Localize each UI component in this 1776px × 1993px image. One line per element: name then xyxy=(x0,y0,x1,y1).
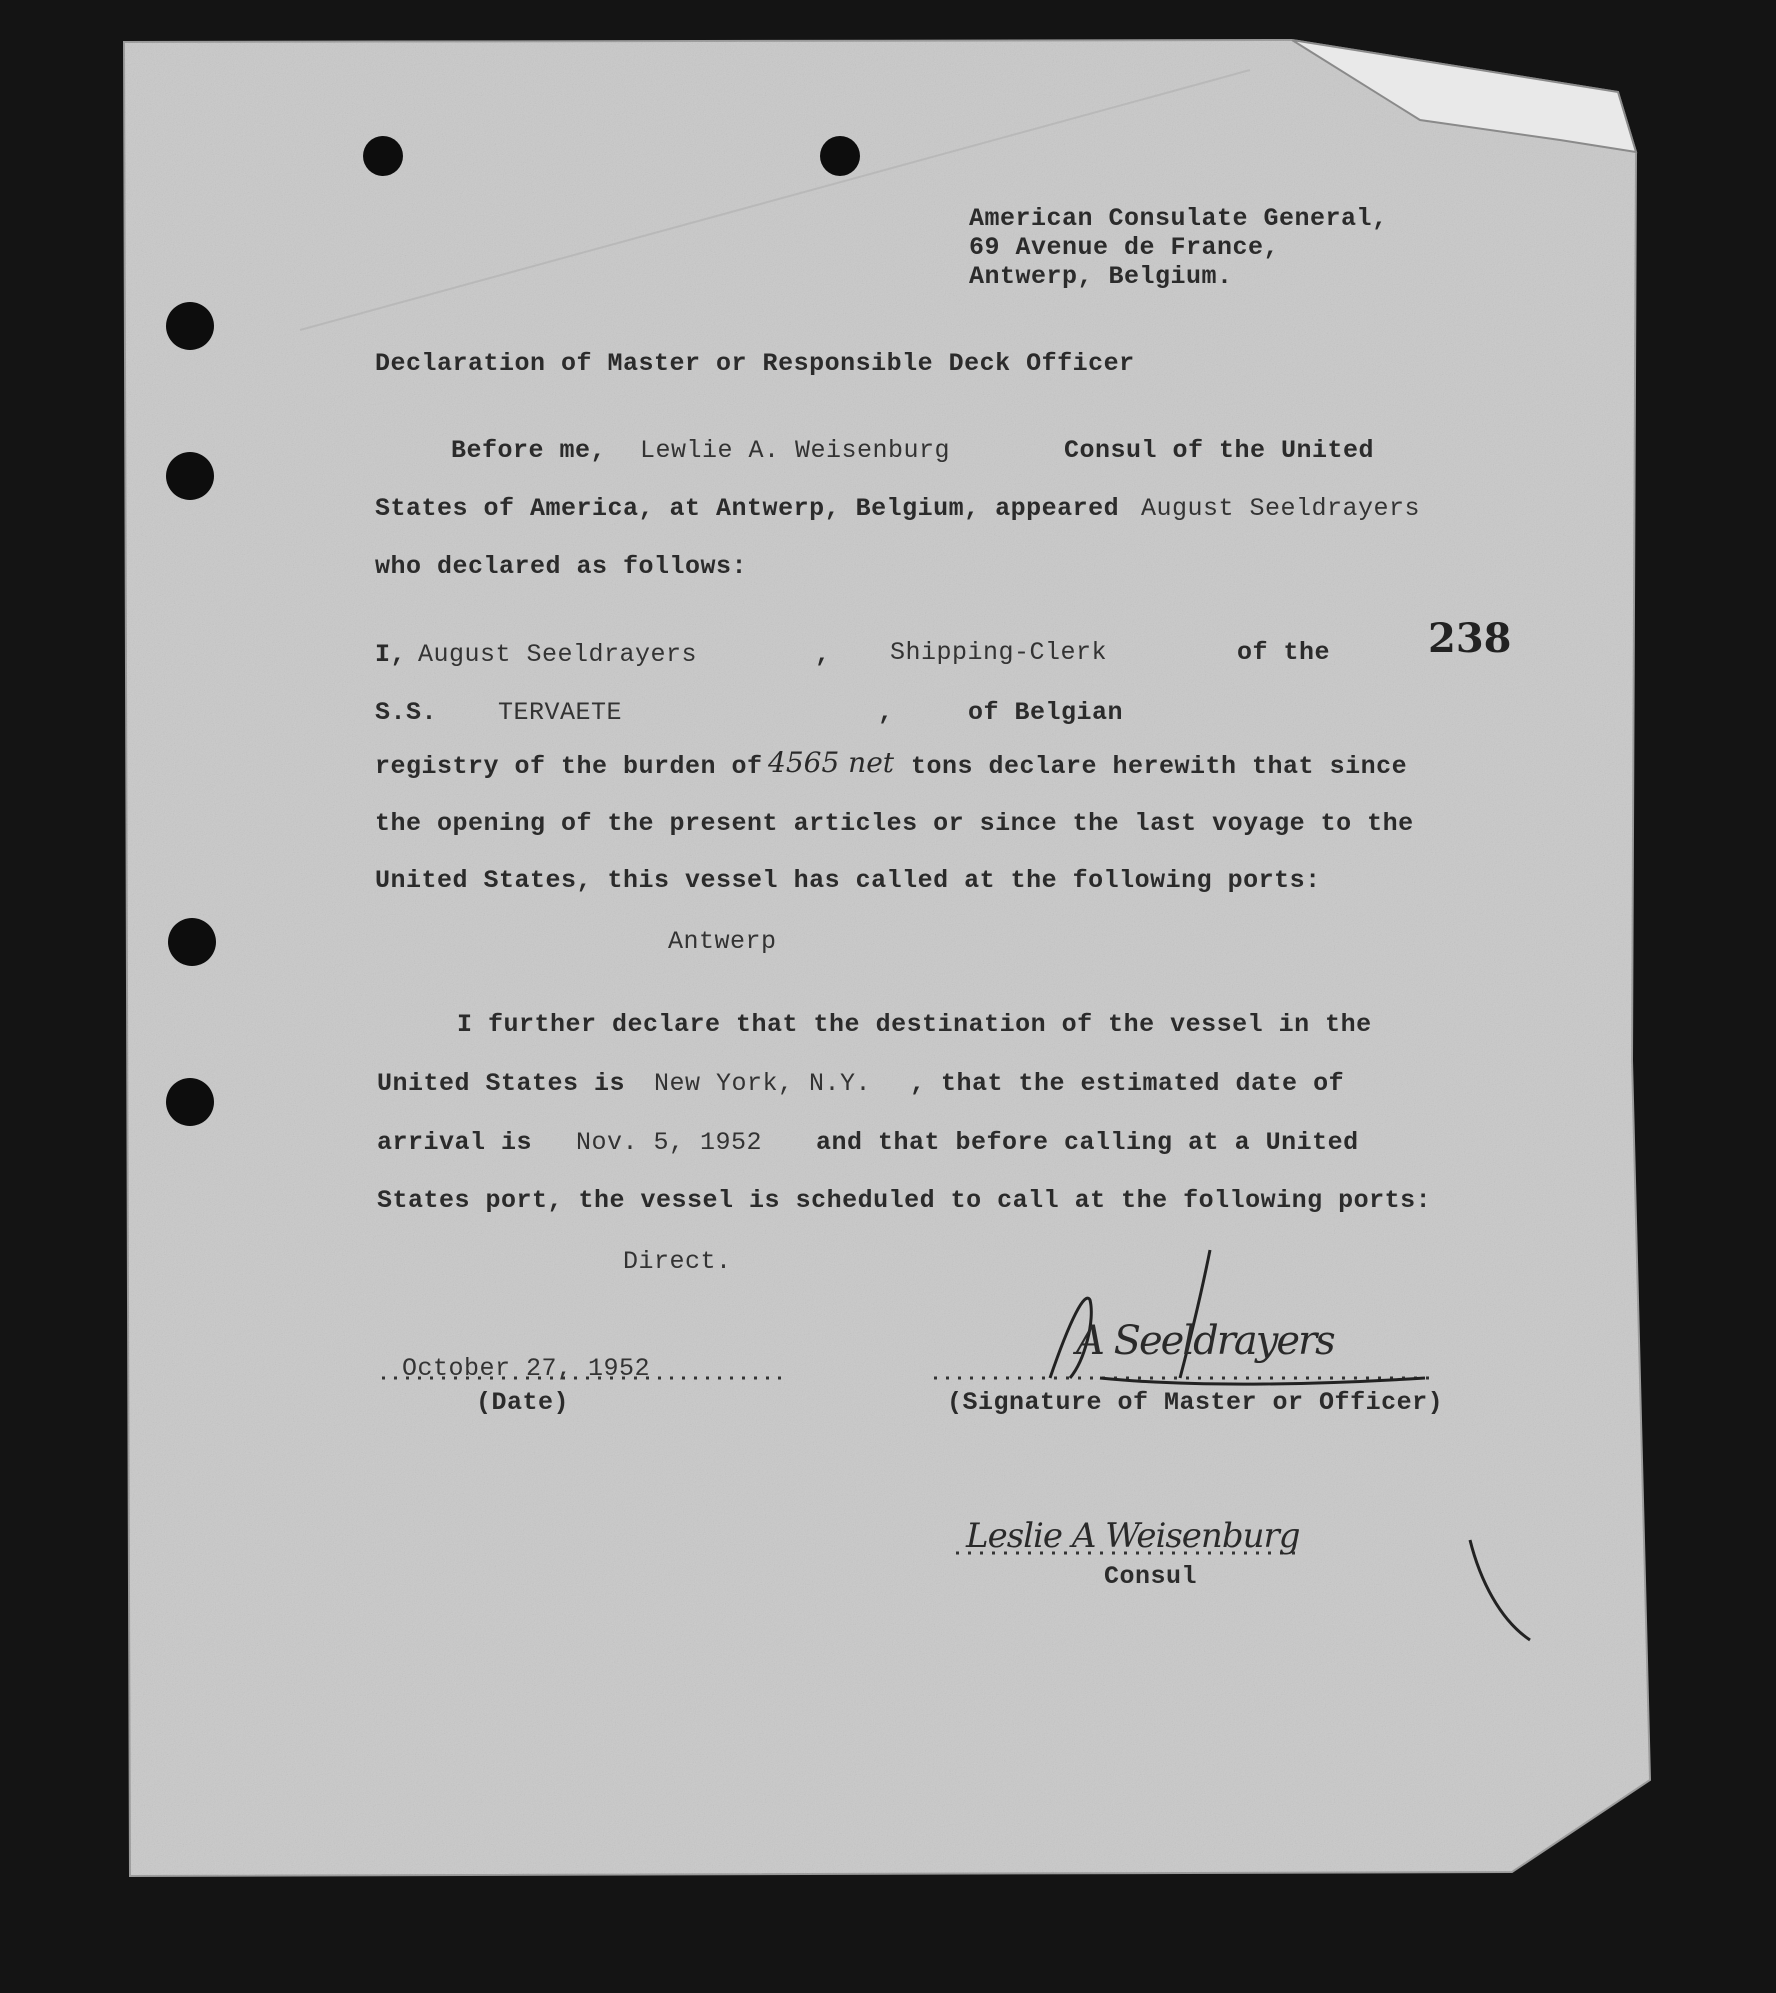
further-line-2-a: United States is xyxy=(377,1069,626,1098)
punch-hole xyxy=(820,136,860,176)
document-title: Declaration of Master or Responsible Deck Officer xyxy=(375,349,1135,378)
further-arrival-date: Nov. 5, 1952 xyxy=(576,1128,763,1157)
punch-hole xyxy=(166,302,214,350)
intro-text-1: Before me, xyxy=(451,436,607,465)
decl-comma-1: , xyxy=(815,640,831,669)
signature-label: (Signature of Master or Officer) xyxy=(947,1388,1444,1417)
further-destination: New York, N.Y. xyxy=(654,1069,872,1098)
consulate-line-2: 69 Avenue de France, xyxy=(969,233,1280,262)
date-label: (Date) xyxy=(476,1388,570,1417)
consul-name: Lewlie A. Weisenburg xyxy=(640,436,951,465)
decl-registry-a: registry of the burden of xyxy=(375,752,763,781)
punch-hole xyxy=(166,1078,214,1126)
consul-label: Consul xyxy=(1104,1562,1198,1591)
decl-vessel: TERVAETE xyxy=(498,698,623,727)
punch-hole xyxy=(168,918,216,966)
decl-nationality: of Belgian xyxy=(968,698,1124,727)
intro-text-3: States of America, at Antwerp, Belgium, appeared xyxy=(375,494,1120,523)
decl-line-4: the opening of the present articles or since the last voyage to the xyxy=(375,809,1414,838)
further-line-3-b: and that before calling at a United xyxy=(816,1128,1359,1157)
further-line-1: I further declare that the destination of the vessel in the xyxy=(457,1010,1372,1039)
decl-tonnage: 4565 net xyxy=(768,746,895,779)
date-value: October 27, 1952 xyxy=(402,1354,651,1383)
punch-hole xyxy=(166,452,214,500)
intro-text-4: who declared as follows: xyxy=(375,552,748,581)
declarant-name: August Seeldrayers xyxy=(1141,494,1421,523)
consul-signature: Leslie A Weisenburg xyxy=(966,1516,1300,1556)
consulate-line-3: Antwerp, Belgium. xyxy=(969,262,1233,291)
decl-of-the: of the xyxy=(1237,638,1331,667)
master-signature: A Seeldrayers xyxy=(1076,1318,1334,1364)
decl-ports-called: Antwerp xyxy=(668,927,777,956)
decl-name: August Seeldrayers xyxy=(418,640,698,669)
decl-i: I, xyxy=(375,640,407,669)
further-line-2-b: , that the estimated date of xyxy=(910,1069,1345,1098)
further-line-3-a: arrival is xyxy=(377,1128,533,1157)
decl-line-5: United States, this vessel has called at the following ports: xyxy=(375,866,1321,895)
further-line-4: States port, the vessel is scheduled to call at the following ports: xyxy=(377,1186,1432,1215)
decl-comma-2: , xyxy=(878,698,894,727)
document-number: 238 xyxy=(1428,615,1512,662)
punch-hole xyxy=(363,136,403,176)
intro-text-2: Consul of the United xyxy=(1064,436,1375,465)
decl-ss: S.S. xyxy=(375,698,438,727)
decl-registry-b: tons declare herewith that since xyxy=(911,752,1408,781)
further-ports-scheduled: Direct. xyxy=(623,1247,732,1276)
decl-position: Shipping-Clerk xyxy=(890,638,1108,667)
consulate-line-1: American Consulate General, xyxy=(969,204,1388,233)
